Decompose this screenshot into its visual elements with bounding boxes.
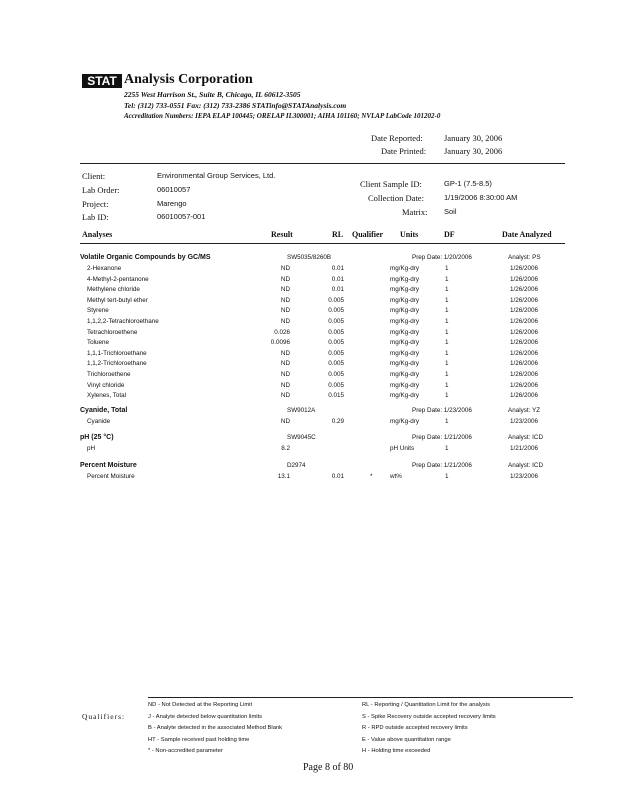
section-prep-date: Prep Date: 1/23/2006	[412, 406, 472, 414]
result-value: ND	[280, 392, 290, 400]
result-value: ND	[280, 417, 290, 425]
section-prep-date: Prep Date: 1/21/2006	[412, 434, 472, 442]
qualifier-item: B - Analyte detected in the associated Method Blank	[148, 725, 283, 731]
collection-date-label: Collection Date:	[368, 193, 424, 203]
units-value: wt%	[390, 473, 402, 480]
section-name: Volatile Organic Compounds by GC/MS	[80, 254, 211, 261]
lab-order-value: 06010057	[157, 185, 191, 194]
table-row	[0, 360, 639, 371]
analyte-name: Methylene chloride	[87, 286, 140, 294]
column-header-rule	[80, 243, 565, 244]
qualifier-item: S - Spike Recovery outside accepted recovery limits	[362, 713, 496, 720]
qualifiers-label: Qualifiers:	[82, 712, 126, 721]
result-value: ND	[280, 275, 290, 283]
qualifier-item: HT - Sample received past holding time	[148, 736, 250, 743]
section-analyst: Analyst: YZ	[508, 406, 541, 414]
qualifier-item: J - Analyte detected below quantitation limits	[148, 713, 263, 720]
rl-value: 0.005	[328, 349, 344, 357]
section-method: SW9045C	[287, 434, 316, 442]
df-value: 1	[445, 392, 449, 400]
result-value: 8.2	[281, 445, 290, 453]
rl-value: 0.005	[328, 318, 344, 325]
col-units: Units	[400, 230, 419, 239]
date-analyzed-value: 1/26/2006	[510, 265, 539, 272]
table-row	[0, 307, 639, 318]
section-prep-date: Prep Date: 1/21/2006	[412, 462, 472, 469]
result-value: 0.026	[274, 328, 290, 336]
table-row	[0, 297, 639, 308]
date-analyzed-value: 1/26/2006	[510, 286, 539, 294]
units-value: mg/Kg-dry	[390, 328, 420, 336]
rl-value: 0.005	[328, 371, 344, 378]
table-row	[0, 329, 639, 340]
date-analyzed-value: 1/26/2006	[510, 328, 539, 336]
date-analyzed-value: 1/23/2006	[510, 473, 539, 480]
analyte-name: pH	[87, 445, 96, 453]
df-value: 1	[445, 445, 449, 453]
df-value: 1	[445, 339, 449, 347]
rl-value: 0.01	[331, 275, 344, 283]
date-analyzed-value: 1/21/2006	[510, 445, 539, 453]
analyte-name: 1,1,2,2-Tetrachloroethane	[87, 318, 159, 325]
date-reported-label: Date Reported:	[371, 133, 423, 143]
df-value: 1	[445, 417, 449, 425]
company-address: 2255 West Harrison St., Suite B, Chicago, IL 60612-3505	[124, 90, 301, 99]
table-row	[0, 392, 639, 403]
df-value: 1	[445, 275, 449, 283]
units-value: mg/Kg-dry	[390, 286, 420, 294]
client-value: Environmental Group Services, Ltd.	[157, 171, 276, 180]
analyte-name: Tetrachloroethene	[87, 328, 138, 336]
date-analyzed-value: 1/26/2006	[510, 318, 539, 325]
result-value: 0.0096	[270, 339, 290, 347]
df-value: 1	[445, 360, 449, 368]
analyte-name: Toluene	[87, 339, 110, 347]
lab-id-label: Lab ID:	[82, 212, 109, 222]
header-rule	[80, 163, 565, 164]
result-value: 13.1	[277, 473, 290, 480]
analyte-name: Trichloroethene	[87, 371, 131, 378]
qualifier-item: RL - Reporting / Quantitation Limit for the analysis	[362, 702, 491, 708]
col-analyses: Analyses	[82, 230, 113, 239]
units-value: pH Units	[390, 445, 415, 453]
table-row	[0, 473, 639, 484]
analyte-name: Percent Moisture	[87, 473, 135, 480]
df-value: 1	[445, 307, 449, 315]
table-row	[0, 445, 639, 456]
units-value: mg/Kg-dry	[390, 265, 420, 272]
qualifier-item: E - Value above quantitation range	[362, 736, 451, 743]
analyte-name: 2-Hexanone	[87, 265, 122, 272]
table-row	[0, 418, 639, 429]
result-value: ND	[280, 265, 290, 272]
section-header	[0, 407, 639, 418]
collection-date-value: 1/19/2006 8:30:00 AM	[444, 193, 518, 202]
qualifier-item: R - RPD outside accepted recovery limits	[362, 725, 468, 731]
table-row	[0, 339, 639, 350]
date-analyzed-value: 1/26/2006	[510, 307, 539, 315]
date-analyzed-value: 1/26/2006	[510, 392, 539, 400]
analyte-name: 1,1,1-Trichloroethane	[87, 349, 147, 357]
date-analyzed-value: 1/26/2006	[510, 296, 539, 304]
table-row	[0, 286, 639, 297]
rl-value: 0.005	[328, 360, 344, 368]
table-row	[0, 265, 639, 276]
rl-value: 0.005	[328, 328, 344, 336]
footer-rule	[148, 697, 573, 698]
date-reported-value: January 30, 2006	[444, 133, 503, 143]
company-contact: Tel: (312) 733-0551 Fax: (312) 733-2386 STATinfo@STATAnalysis.com	[124, 101, 347, 110]
date-analyzed-value: 1/26/2006	[510, 339, 539, 347]
lab-id-value: 06010057-001	[157, 212, 206, 221]
section-method: D2974	[287, 462, 306, 469]
result-value: ND	[280, 307, 290, 315]
df-value: 1	[445, 473, 449, 480]
table-row	[0, 350, 639, 361]
df-value: 1	[445, 328, 449, 336]
section-prep-date: Prep Date: 1/20/2006	[412, 254, 472, 261]
qualifier-item: * - Non-accredited parameter	[148, 748, 223, 754]
result-value: ND	[280, 371, 290, 378]
analyte-name: 1,1,2-Trichloroethane	[87, 360, 147, 368]
date-analyzed-value: 1/26/2006	[510, 371, 539, 378]
lab-order-label: Lab Order:	[82, 185, 120, 195]
qualifier-value: *	[370, 473, 373, 480]
analyte-name: 4-Methyl-2-pentanone	[87, 275, 149, 283]
date-printed-label: Date Printed:	[381, 146, 427, 156]
qualifier-item: H - Holding time exceeded	[362, 748, 431, 754]
analyte-name: Methyl tert-butyl ether	[87, 296, 148, 304]
units-value: mg/Kg-dry	[390, 349, 420, 357]
section-header	[0, 434, 639, 445]
rl-value: 0.01	[331, 265, 344, 272]
result-value: ND	[280, 286, 290, 294]
company-logo: STAT	[82, 74, 122, 88]
analyte-name: Styrene	[87, 307, 109, 315]
table-row	[0, 382, 639, 393]
date-analyzed-value: 1/23/2006	[510, 417, 539, 425]
rl-value: 0.005	[328, 339, 344, 347]
units-value: mg/Kg-dry	[390, 360, 420, 368]
df-value: 1	[445, 265, 449, 272]
result-value: ND	[280, 296, 290, 304]
units-value: mg/Kg-dry	[390, 417, 420, 425]
df-value: 1	[445, 318, 449, 325]
units-value: mg/Kg-dry	[390, 371, 420, 378]
result-value: ND	[280, 360, 290, 368]
section-analyst: Analyst: ICD	[508, 434, 543, 442]
rl-value: 0.005	[328, 307, 344, 315]
company-name: Analysis Corporation	[124, 72, 253, 87]
date-analyzed-value: 1/26/2006	[510, 349, 539, 357]
analyte-name: Cyanide	[87, 417, 111, 425]
section-analyst: Analyst: ICD	[508, 462, 543, 469]
date-analyzed-value: 1/26/2006	[510, 275, 539, 283]
table-row	[0, 318, 639, 329]
units-value: mg/Kg-dry	[390, 296, 420, 304]
rl-value: 0.01	[331, 286, 344, 294]
table-row	[0, 371, 639, 382]
project-value: Marengo	[157, 199, 187, 208]
units-value: mg/Kg-dry	[390, 307, 420, 315]
client-sample-id-value: GP-1 (7.5-8.5)	[444, 179, 492, 188]
result-value: ND	[280, 381, 290, 389]
section-analyst: Analyst: PS	[508, 254, 541, 261]
df-value: 1	[445, 381, 449, 389]
col-rl: RL	[332, 230, 344, 239]
analyte-name: Xylenes, Total	[87, 392, 127, 400]
rl-value: 0.015	[328, 392, 344, 400]
date-analyzed-value: 1/26/2006	[510, 381, 539, 389]
units-value: mg/Kg-dry	[390, 392, 420, 400]
section-name: pH (25 °C)	[80, 434, 114, 442]
client-sample-id-label: Client Sample ID:	[360, 179, 422, 189]
analyte-name: Vinyl chloride	[87, 381, 125, 389]
section-name: Cyanide, Total	[80, 406, 128, 414]
col-df: DF	[444, 230, 455, 239]
rl-value: 0.005	[328, 381, 344, 389]
df-value: 1	[445, 286, 449, 294]
matrix-label: Matrix:	[402, 207, 428, 217]
rl-value: 0.005	[328, 296, 344, 304]
units-value: mg/Kg-dry	[390, 318, 420, 325]
df-value: 1	[445, 296, 449, 304]
section-header	[0, 254, 639, 265]
units-value: mg/Kg-dry	[390, 275, 420, 283]
df-value: 1	[445, 349, 449, 357]
col-date-analyzed: Date Analyzed	[502, 230, 552, 239]
accreditation-numbers: Accreditation Numbers: IEPA ELAP 100445; ORELAP IL300001; AIHA 101160; NVLAP LabCode 101202-0	[124, 112, 441, 120]
section-method: SW9012A	[287, 406, 316, 414]
section-name: Percent Moisture	[80, 462, 137, 469]
client-label: Client:	[82, 171, 106, 181]
matrix-value: Soil	[444, 207, 457, 216]
section-header	[0, 462, 639, 473]
table-row	[0, 276, 639, 287]
qualifier-item: ND - Not Detected at the Reporting Limit	[148, 702, 253, 708]
col-result: Result	[271, 230, 293, 239]
result-value: ND	[280, 349, 290, 357]
rl-value: 0.01	[331, 473, 344, 480]
units-value: mg/Kg-dry	[390, 381, 420, 389]
date-printed-value: January 30, 2006	[444, 146, 503, 156]
rl-value: 0.29	[331, 417, 344, 425]
page-number: Page 8 of 80	[303, 762, 354, 773]
section-method: SW5035/8260B	[287, 254, 332, 261]
project-label: Project:	[82, 199, 109, 209]
date-analyzed-value: 1/26/2006	[510, 360, 539, 368]
result-value: ND	[280, 318, 290, 325]
units-value: mg/Kg-dry	[390, 339, 420, 347]
df-value: 1	[445, 371, 449, 378]
col-qualifier: Qualifier	[352, 230, 384, 239]
